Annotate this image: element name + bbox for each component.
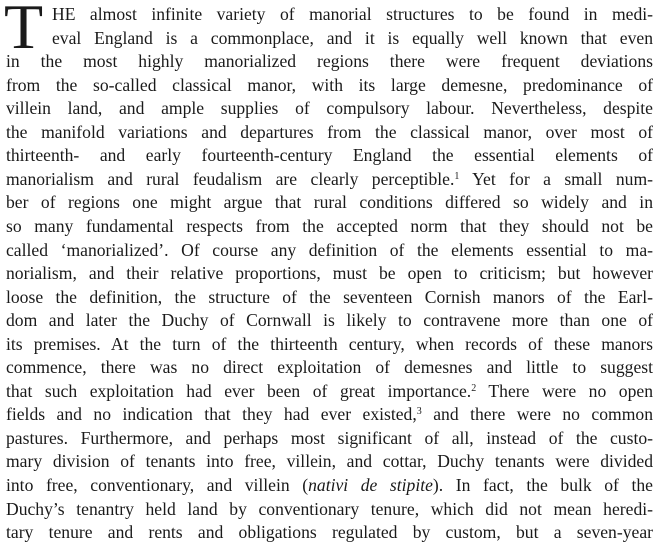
text-line bbox=[6, 190, 653, 214]
text-line bbox=[6, 96, 653, 120]
text-line bbox=[6, 238, 653, 262]
footnote-marker: 1 bbox=[454, 170, 460, 182]
text-line bbox=[6, 402, 653, 426]
line-text-continued: Yet for a small num- bbox=[459, 168, 654, 189]
text-line bbox=[6, 355, 653, 379]
text-line bbox=[52, 26, 653, 50]
line-text-continued: ). In fact, the bulk of the bbox=[432, 475, 653, 495]
text-line bbox=[6, 73, 653, 97]
footnote-marker: 3 bbox=[416, 406, 422, 418]
text-line bbox=[6, 49, 653, 73]
text-line bbox=[6, 308, 653, 332]
text-line bbox=[6, 473, 653, 497]
italic-phrase: nativi de stipite bbox=[308, 475, 433, 495]
text-line bbox=[6, 261, 653, 285]
line-text-continued: There were no open bbox=[476, 380, 653, 401]
drop-cap: T bbox=[4, 0, 44, 62]
text-line bbox=[6, 520, 653, 544]
text-line bbox=[6, 285, 653, 309]
text-line bbox=[6, 426, 653, 450]
line-text: eval England is a commonplace, and it is equally well known that even bbox=[52, 27, 653, 48]
footnote-marker: 2 bbox=[471, 382, 477, 394]
line-text: loose the definition, the structure of the seventeen Cornish manors of the Earl- bbox=[6, 286, 653, 307]
line-text: the manifold variations and departures from the classical manor, over most of bbox=[6, 121, 653, 142]
line-text-continued: and there were no common bbox=[421, 404, 654, 425]
line-text: so many fundamental respects from the accepted norm that they should not be bbox=[6, 215, 653, 236]
text-line bbox=[6, 449, 653, 473]
line-text: commence, there was no direct exploitation of demesnes and little to suggest bbox=[6, 357, 653, 378]
line-text: fields and no indication that they had ever existed, bbox=[6, 404, 417, 425]
text-line bbox=[6, 167, 653, 191]
line-text: Duchy’s tenantry held land by conventionary tenure, which did not mean heredi- bbox=[6, 498, 653, 519]
text-line bbox=[6, 143, 653, 167]
line-text: into free, conventionary, and villein ( bbox=[6, 475, 309, 495]
line-text: dom and later the Duchy of Cornwall is likely to contravene more than one of bbox=[6, 310, 653, 331]
line-text: villein land, and ample supplies of compulsory labour. Nevertheless, despite bbox=[6, 98, 653, 119]
text-line bbox=[6, 497, 653, 521]
text-line bbox=[6, 332, 653, 356]
line-text: HE almost infinite variety of manorial structures to be found in medi- bbox=[52, 4, 653, 24]
line-text: mary division of tenants into free, villein, and cottar, Duchy tenants were divided bbox=[6, 451, 653, 472]
line-text: that such exploitation had ever been of great importance. bbox=[6, 380, 472, 401]
text-line bbox=[6, 379, 653, 403]
line-text: called ‘manorialized’. Of course any definition of the elements essential to ma- bbox=[6, 239, 653, 260]
line-text: ber of regions one might argue that rural conditions differed so widely and in bbox=[6, 192, 653, 213]
line-text: norialism, and their relative proportions, must be open to criticism; but however bbox=[6, 263, 653, 284]
line-text: manorialism and rural feudalism are clearly perceptible. bbox=[6, 168, 455, 189]
line-text: pastures. Furthermore, and perhaps most significant of all, instead of the custo- bbox=[6, 427, 653, 448]
line-text: its premises. At the turn of the thirteenth century, when records of these manors bbox=[6, 333, 653, 354]
line-text: in the most highly manorialized regions there were frequent deviations bbox=[6, 51, 653, 72]
line-text: from the so-called classical manor, with its large demesne, predominance of bbox=[6, 74, 653, 95]
text-line bbox=[52, 2, 653, 26]
line-text: tary tenure and rents and obligations regulated by custom, but a seven-year bbox=[6, 522, 653, 543]
line-text: thirteenth- and early fourteenth-century England the essential elements of bbox=[6, 145, 653, 166]
text-line bbox=[6, 120, 653, 144]
text-line bbox=[6, 214, 653, 238]
